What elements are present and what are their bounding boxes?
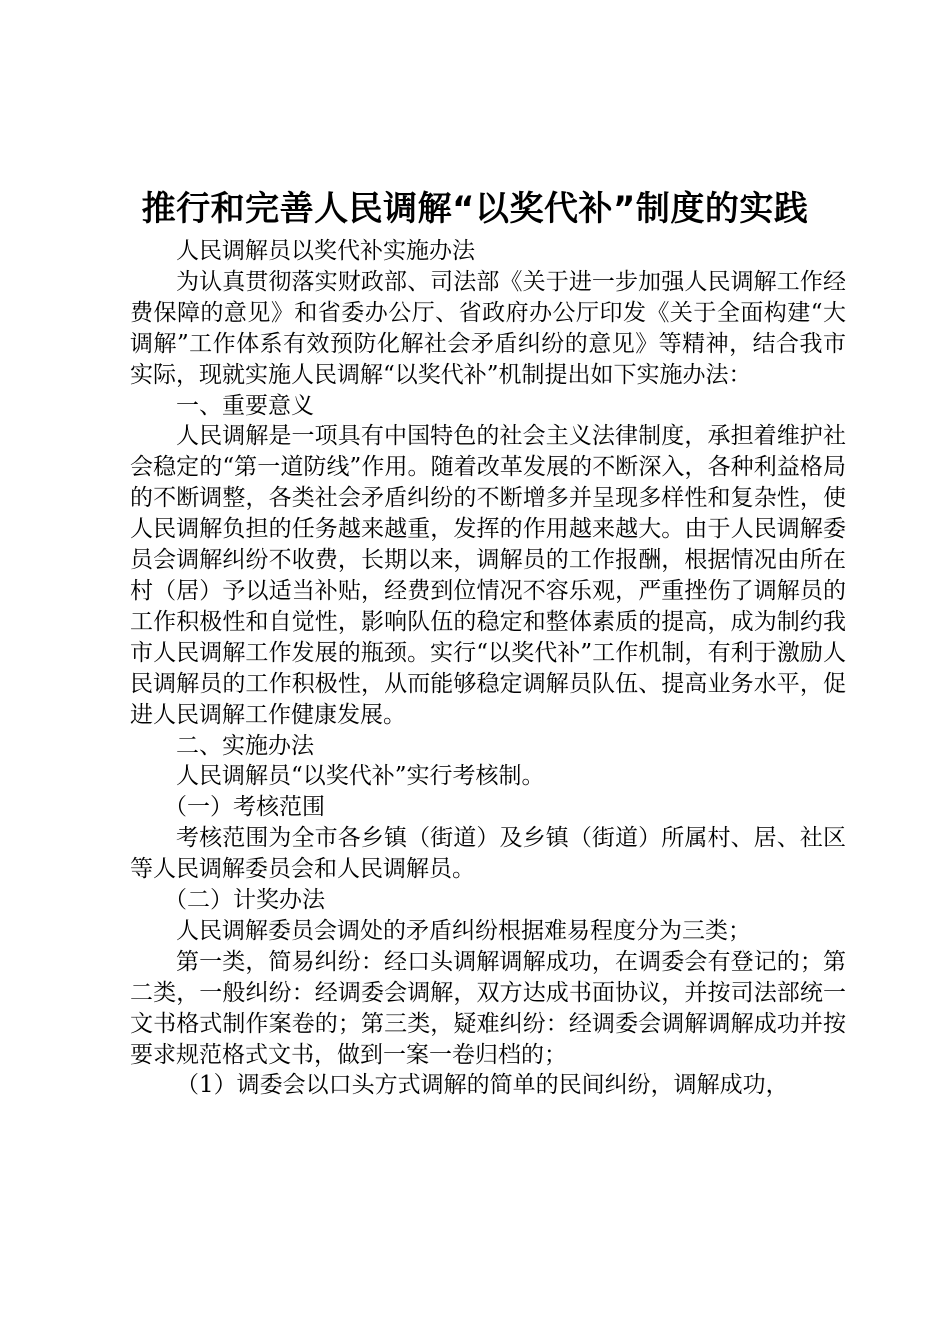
section-heading-significance: 一、重要意义 <box>176 392 314 419</box>
item-paragraph: （1）调委会以口头方式调解的简单的民间纠纷，调解成功， <box>176 1072 789 1099</box>
methods-paragraph: 人民调解员“以奖代补”实行考核制。 <box>176 763 545 790</box>
significance-paragraph: 人民调解是一项具有中国特色的社会主义法律制度，承担着维护社会稳定的“第一道防线”作用。随着改革发展的不断深入，各种利益格局的不断调整，各类社会矛盾纠纷的不断增多并呈现多样性和复杂性，使人民调解负担的任务越来越重，发挥的作用越来越大。由于人民调解委员会调解纠纷不收费，长期以来，调解员的工作报酬，根据情况由所在村（居）予以适当补贴，经费到位情况不容乐观，严重挫伤了调解员的工作积极性和自觉性，影响队伍的稳定和整体素质的提高，成为制约我市人民调解工作发展的瓶颈。实行“以奖代补”工作机制，有利于激励人民调解员的工作积极性，从而能够稳定调解员队伍、提高业务水平，促进人民调解工作健康发展。 <box>130 423 846 728</box>
document-title: 推行和完善人民调解“以奖代补”制度的实践 <box>141 189 809 229</box>
subsection-heading-awards: （二）计奖办法 <box>164 887 325 914</box>
section-heading-methods: 二、实施办法 <box>176 732 314 759</box>
scope-paragraph: 考核范围为全市各乡镇（街道）及乡镇（街道）所属村、居、社区等人民调解委员会和人民调解员。 <box>130 825 846 883</box>
awards-paragraph: 人民调解委员会调处的矛盾纠纷根据难易程度分为三类； <box>176 917 751 944</box>
intro-paragraph: 为认真贯彻落实财政部、司法部《关于进一步加强人民调解工作经费保障的意见》和省委办公厅、省政府办公厅印发《关于全面构建“大调解”工作体系有效预防化解社会矛盾纠纷的意见》等精神，结合我市实际，现就实施人民调解“以奖代补”机制提出如下实施办法： <box>130 268 846 388</box>
subtitle-paragraph: 人民调解员以奖代补实施办法 <box>176 238 475 264</box>
document-body <box>130 236 846 1101</box>
subsection-heading-scope: （一）考核范围 <box>164 794 325 821</box>
categories-paragraph: 第一类，简易纠纷：经口头调解调解成功，在调委会有登记的；第二类，一般纠纷：经调委会调解，双方达成书面协议，并按司法部统一文书格式制作案卷的；第三类，疑难纠纷：经调委会调解调解成功并按要求规范格式文书，做到一案一卷归档的； <box>130 948 846 1068</box>
